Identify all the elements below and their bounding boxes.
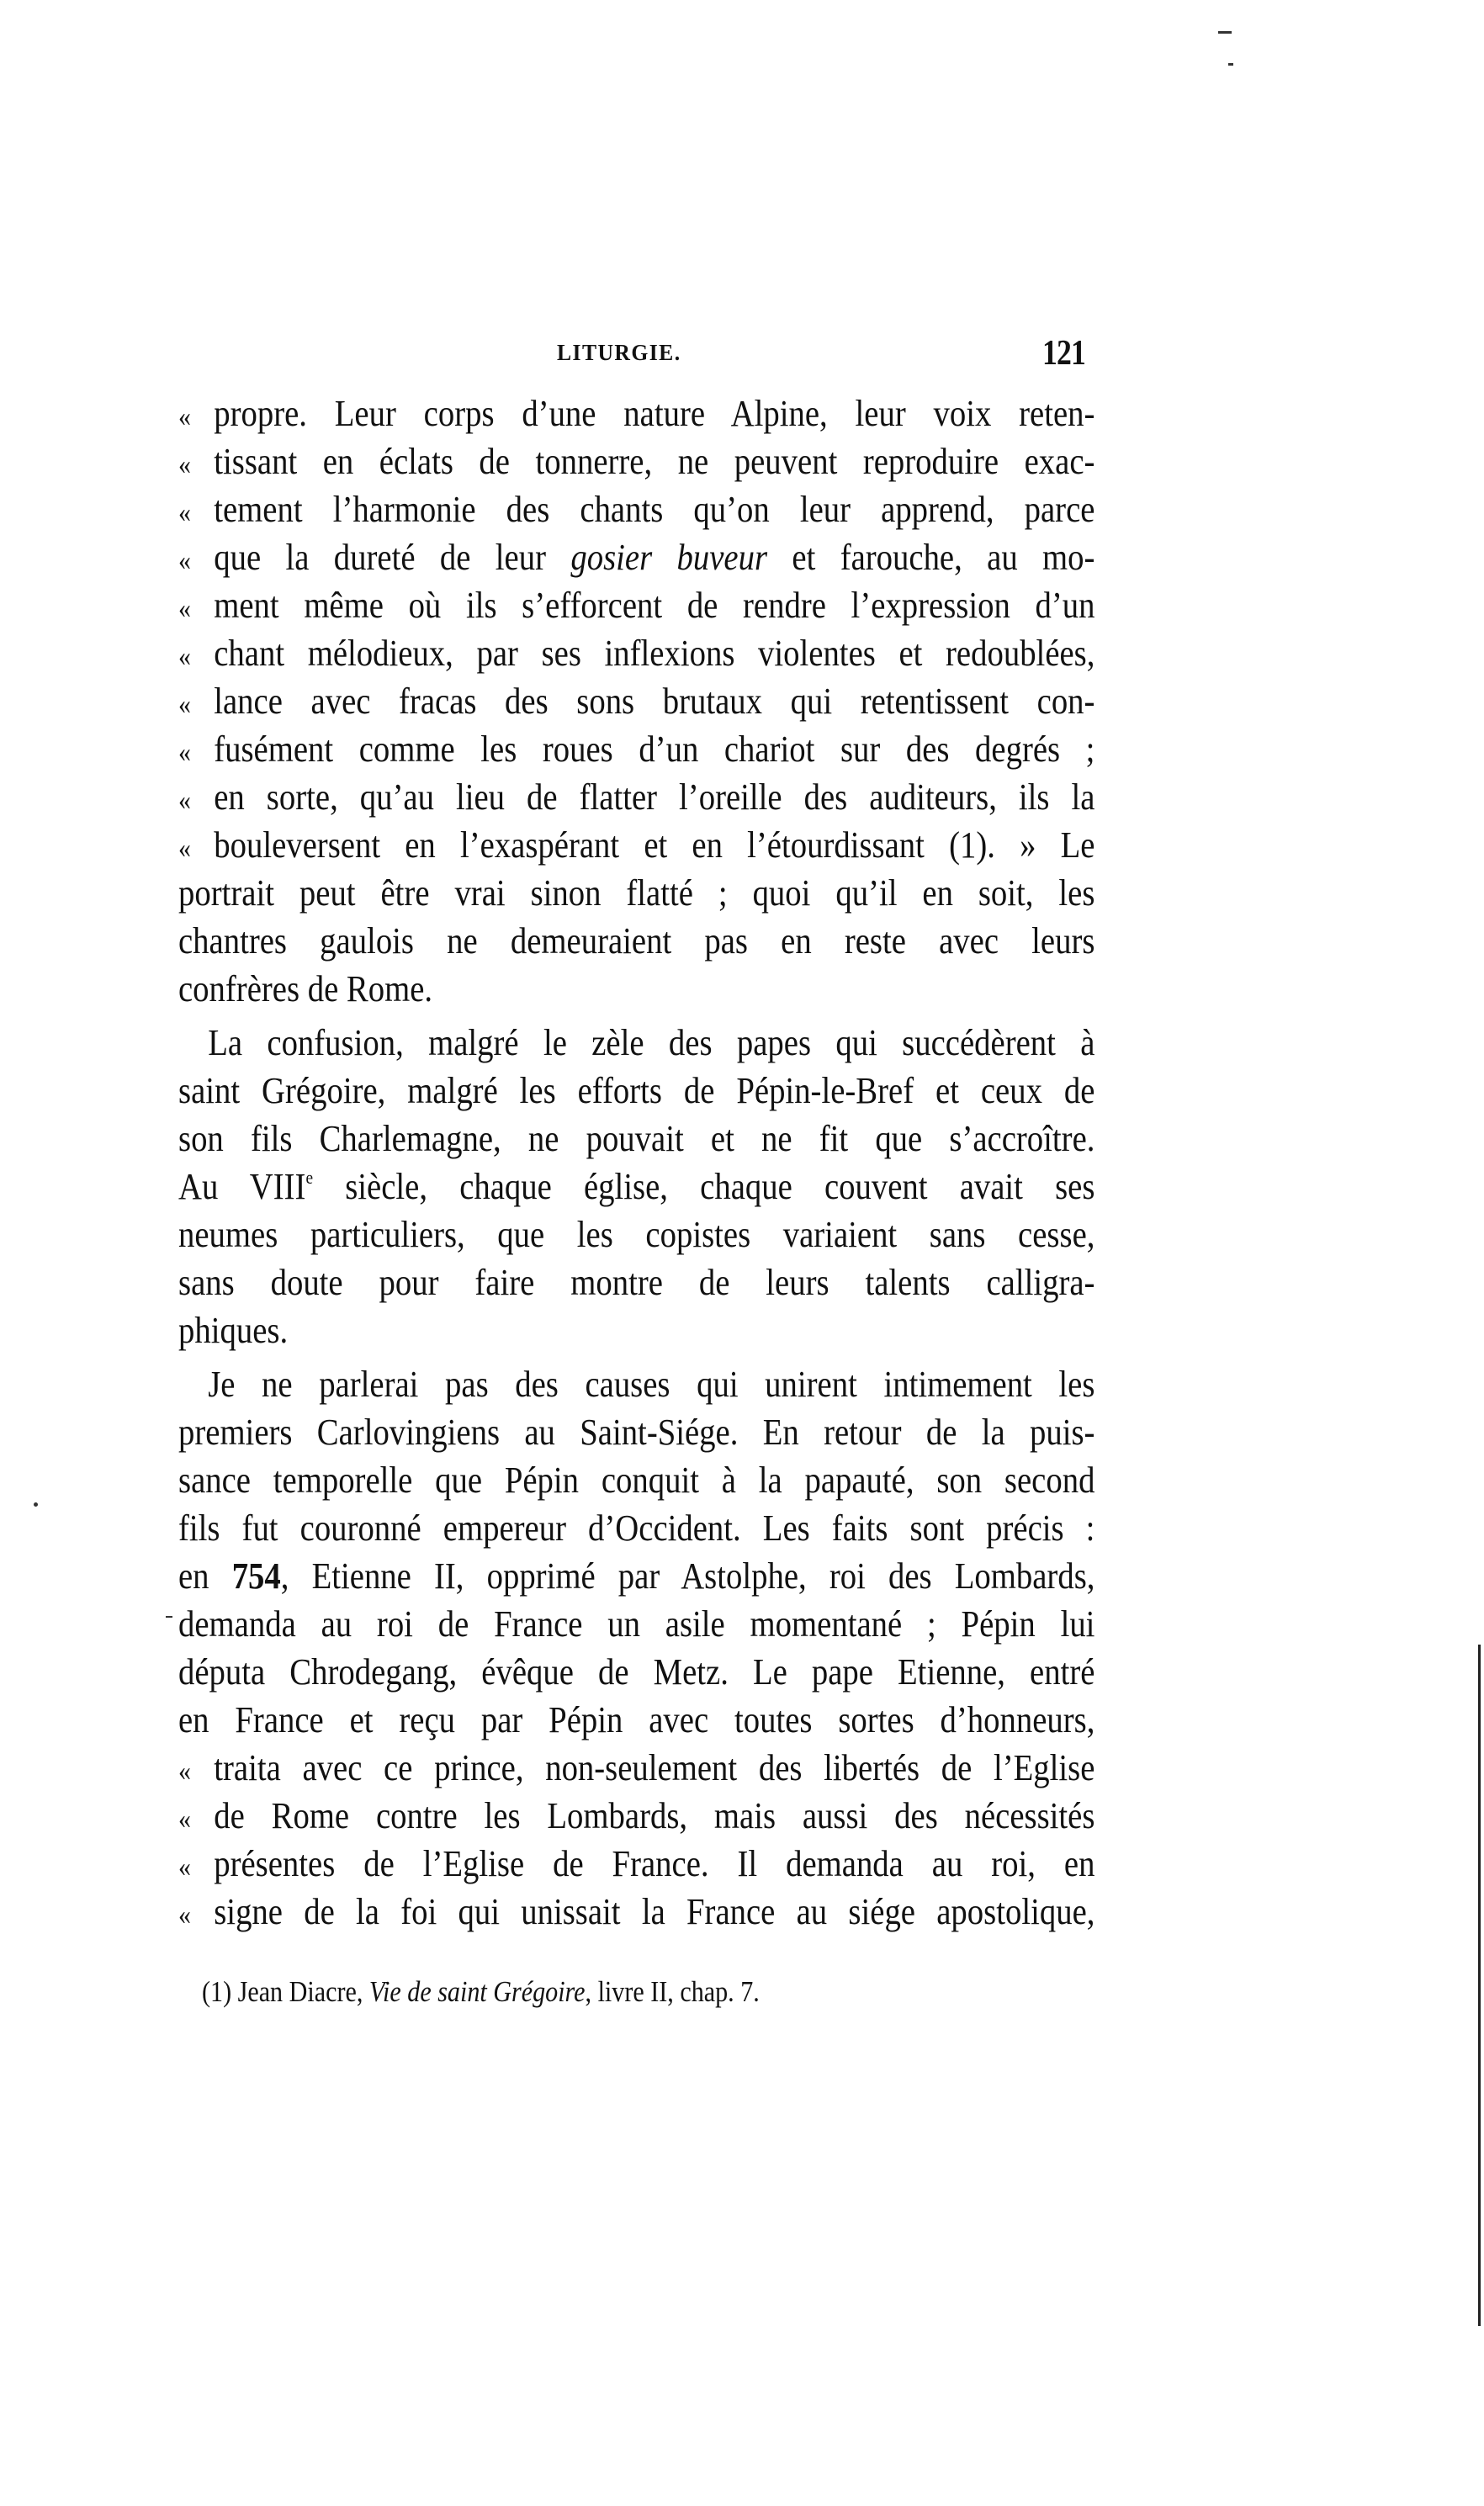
line-text: premiers Carlovingiens au Saint-Siége. En retour de la puis- [178,1412,1095,1453]
line-text: présentes de l’Eglise de France. Il demanda au roi, en [214,1843,1095,1884]
text-line [178,1599,1094,1650]
footnote-author: Jean Diacre, [231,1975,369,2008]
quote-mark: « [178,1899,191,1931]
line-text: tement l’harmonie des chants qu’on leur apprend, parce [214,489,1095,530]
line-text: saint Grégoire, malgré les efforts de Pépin-le-Bref et ceux de [178,1070,1095,1111]
text-line [178,1306,1094,1356]
line-text: en France et reçu par Pépin avec toutes sortes d’honneurs, [178,1699,1095,1740]
text-line [178,676,1094,727]
text-line [178,1551,1094,1602]
quote-mark: « [178,1804,191,1835]
text-line [178,1066,1094,1116]
text-line [178,1503,1094,1554]
quote-mark: « [178,785,191,816]
quote-mark: « [178,641,191,672]
line-text: bouleversent en l’exaspérant et en l’étourdissant (1). » Le [214,824,1095,866]
line-text: en [178,1555,232,1597]
text-line [178,1114,1094,1164]
text-line [178,1887,1094,1937]
line-text: chantres gaulois ne demeuraient pas en reste avec leurs [178,920,1095,962]
text-line [178,532,1094,583]
line-text: chant mélodieux, par ses inflexions violentes et redoublées, [214,633,1095,674]
quote-mark: « [178,1852,191,1883]
footnote-title: Vie de saint Grégoire [368,1975,586,2008]
text-line [178,1839,1094,1889]
line-text: traita avec ce prince, non-seulement des libertés de l’Eglise [214,1747,1095,1788]
year-number: 754 [231,1555,281,1597]
quote-mark: « [178,449,191,480]
line-text: siècle, chaque église, chaque couvent avait ses [313,1166,1095,1207]
quote-mark: « [178,689,191,720]
line-text: signe de la foi qui unissait la France au siége apostolique, [214,1891,1095,1932]
text-line [178,580,1094,631]
quote-mark: « [178,545,191,576]
running-title: LITURGIE. [557,340,681,365]
line-text: La confusion, malgré le zèle des papes qui succédèrent à [208,1022,1095,1063]
quote-mark: « [178,833,191,864]
line-text: et farouche, au mo- [767,537,1095,578]
text-line [178,437,1094,487]
text-line [178,1210,1094,1260]
quote-mark: « [178,593,191,624]
line-text: ment même où ils s’efforcent de rendre l’expression d’un [214,585,1095,626]
line-text: fils fut couronné empereur d’Occident. Les faits sont précis : [178,1507,1095,1549]
text-line [178,868,1094,919]
text-line [178,389,1094,439]
text-line [178,1407,1094,1458]
text-line [178,724,1094,775]
line-text: lance avec fracas des sons brutaux qui retentissent con- [214,681,1095,722]
line-text: phiques. [178,1310,289,1351]
text-line [178,1743,1094,1793]
text-line [178,964,1094,1015]
line-text: Je ne parlerai pas des causes qui unirent intimement les [208,1364,1095,1405]
italic-phrase: gosier buveur [570,537,768,578]
scan-mark [1218,31,1232,34]
text-line [178,1791,1094,1841]
line-text: tissant en éclats de tonnerre, ne peuvent reproduire exac- [214,441,1095,482]
footnote [202,1973,760,2011]
line-text: députa Chrodegang, évêque de Metz. Le pape Etienne, entré [178,1651,1095,1693]
line-text: propre. Leur corps d’une nature Alpine, leur voix reten- [214,393,1095,434]
quote-mark: « [178,401,191,432]
line-text: neumes particuliers, que les copistes variaient sans cesse, [178,1214,1095,1255]
line-text: sans doute pour faire montre de leurs talents calligra- [178,1262,1095,1303]
text-line [178,1359,1094,1410]
page-number: 121 [1042,334,1085,373]
scan-mark [34,1502,38,1507]
text-line [178,1162,1094,1212]
text-line [178,820,1094,871]
text-line [178,485,1094,535]
line-text: en sorte, qu’au lieu de flatter l’oreille des auditeurs, ils la [214,776,1095,818]
text-line [178,628,1094,679]
line-text: de Rome contre les Lombards, mais aussi des nécessités [214,1795,1095,1836]
quote-mark: « [178,1756,191,1787]
text-line [178,1258,1094,1308]
scan-mark [166,1616,172,1618]
footnote-reference: , livre II, chap. 7. [585,1975,760,2008]
scan-mark [1228,63,1233,66]
text-line [178,916,1094,967]
text-line [178,1695,1094,1746]
running-head [177,334,1095,373]
line-text: Au VIII [178,1166,306,1207]
line-text: fusément comme les roues d’un chariot sur des degrés ; [214,728,1095,770]
text-line [178,1647,1094,1698]
superscript: e [305,1167,314,1188]
text-line [178,772,1094,823]
line-text: que la dureté de leur [214,537,571,578]
line-text: sance temporelle que Pépin conquit à la papauté, son second [178,1460,1095,1501]
line-text: son fils Charlemagne, ne pouvait et ne fit que s’accroître. [178,1118,1095,1159]
text-line [178,1455,1094,1506]
line-text: , Etienne II, opprimé par Astolphe, roi des Lombards, [280,1555,1095,1597]
line-text: portrait peut être vrai sinon flatté ; quoi qu’il en soit, les [178,872,1095,914]
quote-mark: « [178,737,191,768]
text-line [178,1018,1094,1068]
quote-mark: « [178,497,191,528]
footnote-marker: (1) [202,1975,232,2008]
line-text: demanda au roi de France un asile momentané ; Pépin lui [178,1603,1095,1645]
page-edge-line [1478,1645,1481,2326]
line-text: confrères de Rome. [178,968,433,1009]
